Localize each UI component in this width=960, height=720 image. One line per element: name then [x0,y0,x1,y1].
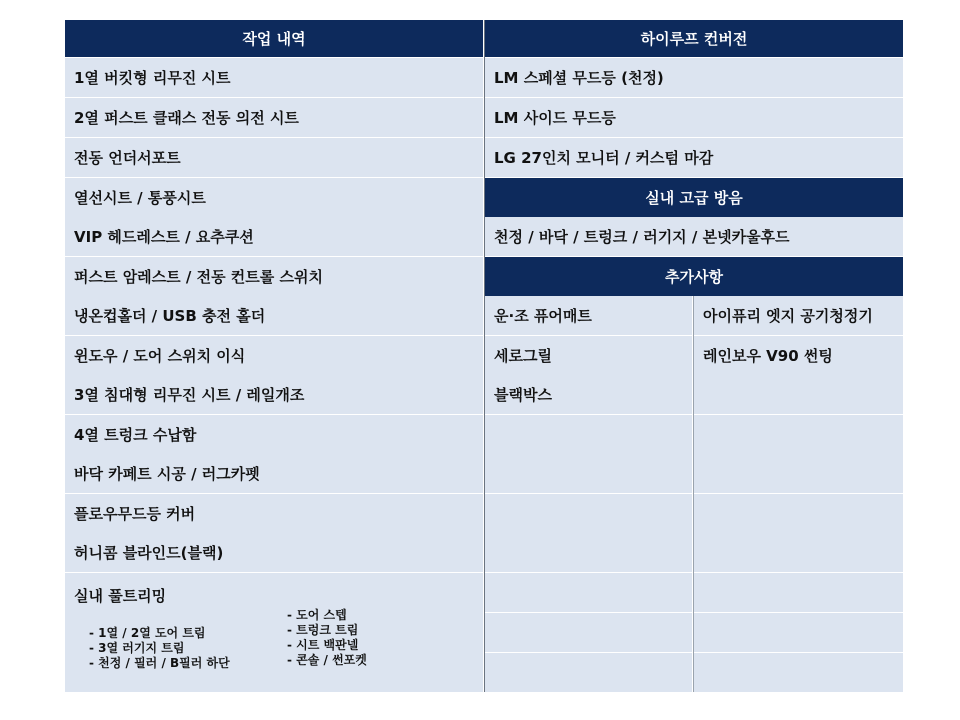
work-item: 플로우무드등 커버 [65,494,483,533]
extra-empty [485,454,692,493]
options-table [65,20,903,692]
trim-item: - 3열 러기지 트림 [89,641,185,655]
extra-empty [485,415,692,454]
trim-item: - 시트 백판넬 [287,638,359,652]
extra-empty [485,494,692,533]
extra-empty [485,533,692,572]
extra-empty [694,494,903,533]
trim-item: - 트렁크 트림 [287,623,359,637]
trim-item: - 천정 / 필러 / B필러 하단 [89,656,230,670]
trim-item: - 도어 스텝 [287,608,347,622]
soundproof-header: 실내 고급 방음 [485,178,903,217]
extra-empty [485,613,692,652]
trim-list-left [89,626,230,671]
convert-item: LM 사이드 무드등 [485,98,903,137]
extra-item: 세로그릴 [485,336,692,375]
extra-empty [694,573,903,612]
extra-item: 레인보우 V90 썬팅 [694,336,903,375]
work-item: 바닥 카페트 시공 / 러그카펫 [65,454,483,493]
work-item: 퍼스트 암레스트 / 전동 컨트롤 스위치 [65,257,483,296]
work-item: 허니콤 블라인드(블랙) [65,533,483,572]
work-item: 3열 침대형 리무진 시트 / 레일개조 [65,375,483,414]
trim-list-right [287,608,367,668]
work-header: 작업 내역 [65,20,483,57]
work-item: 냉온컵홀더 / USB 충전 홀더 [65,296,483,335]
trim-cell [65,573,483,692]
extra-empty [485,573,692,612]
extra-item: 아이퓨리 엣지 공기청정기 [694,296,903,335]
extra-empty [485,653,692,692]
soundproof-item: 천정 / 바닥 / 트렁크 / 러기지 / 본넷카울후드 [485,217,903,256]
work-item: 4열 트렁크 수납함 [65,415,483,454]
extra-empty [694,454,903,493]
extra-empty [694,613,903,652]
convert-header: 하이루프 컨버전 [485,20,903,57]
trim-title: 실내 풀트리밍 [74,587,167,605]
work-item: 2열 퍼스트 클래스 전동 의전 시트 [65,98,483,137]
work-item: 1열 버킷형 리무진 시트 [65,58,483,97]
extra-item: 블랙박스 [485,375,692,414]
work-item: 열선시트 / 통풍시트 [65,178,483,217]
work-item: 전동 언더서포트 [65,138,483,177]
trim-item: - 1열 / 2열 도어 트림 [89,626,206,640]
extra-empty [694,415,903,454]
extra-empty [694,375,903,414]
convert-item: LG 27인치 모니터 / 커스텀 마감 [485,138,903,177]
work-item: VIP 헤드레스트 / 요추쿠션 [65,217,483,256]
extra-item: 운·조 퓨어매트 [485,296,692,335]
extra-empty [694,653,903,692]
column-divider [693,296,694,692]
extra-header: 추가사항 [485,257,903,296]
convert-item: LM 스페셜 무드등 (천정) [485,58,903,97]
work-item: 윈도우 / 도어 스위치 이식 [65,336,483,375]
extra-empty [694,533,903,572]
trim-item: - 콘솔 / 썬포켓 [287,653,367,667]
column-divider [484,20,485,692]
